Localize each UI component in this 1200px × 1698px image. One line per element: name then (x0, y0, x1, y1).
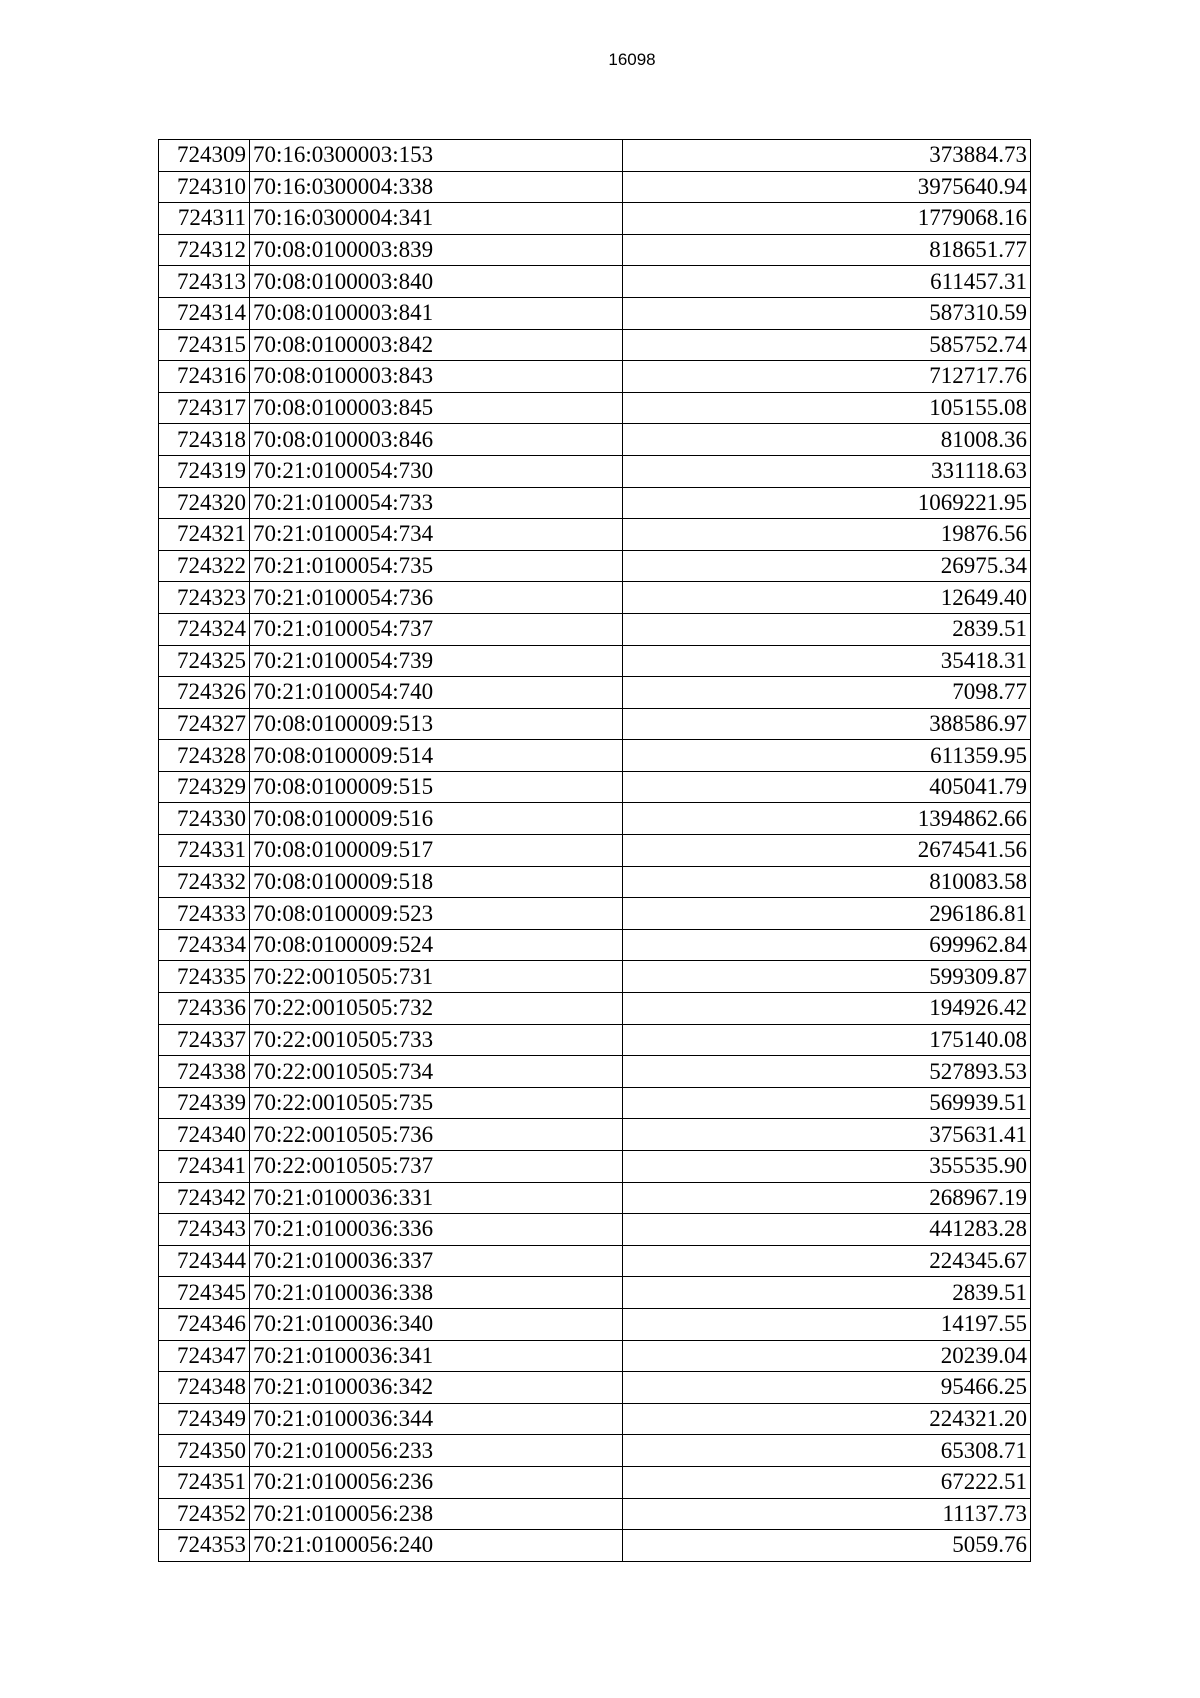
table-row (159, 740, 1031, 772)
cadastral-number-cell: 70:21:0100036:340 (250, 1308, 623, 1340)
value-cell: 599309.87 (623, 961, 1031, 993)
value-cell: 405041.79 (623, 771, 1031, 803)
value-cell: 175140.08 (623, 1024, 1031, 1056)
value-cell: 587310.59 (623, 297, 1031, 329)
table-row (159, 1530, 1031, 1562)
value-cell: 20239.04 (623, 1340, 1031, 1372)
value-cell: 67222.51 (623, 1466, 1031, 1498)
row-id-cell: 724333 (159, 898, 250, 930)
table-row (159, 234, 1031, 266)
value-cell: 699962.84 (623, 929, 1031, 961)
row-id-cell: 724351 (159, 1466, 250, 1498)
cadastral-number-cell: 70:08:0100009:523 (250, 898, 623, 930)
table-row (159, 1056, 1031, 1088)
cadastral-number-cell: 70:08:0100009:524 (250, 929, 623, 961)
value-cell: 224321.20 (623, 1403, 1031, 1435)
cadastral-number-cell: 70:21:0100054:737 (250, 613, 623, 645)
cadastral-number-cell: 70:08:0100003:843 (250, 361, 623, 393)
row-id-cell: 724338 (159, 1056, 250, 1088)
row-id-cell: 724315 (159, 329, 250, 361)
table-row (159, 1024, 1031, 1056)
cadastral-number-cell: 70:21:0100036:344 (250, 1403, 623, 1435)
value-cell: 2839.51 (623, 1277, 1031, 1309)
value-cell: 375631.41 (623, 1119, 1031, 1151)
table-row (159, 266, 1031, 298)
row-id-cell: 724346 (159, 1308, 250, 1340)
table-row (159, 1466, 1031, 1498)
cadastral-number-cell: 70:21:0100036:337 (250, 1245, 623, 1277)
row-id-cell: 724311 (159, 203, 250, 235)
cadastral-number-cell: 70:22:0010505:735 (250, 1087, 623, 1119)
value-cell: 2674541.56 (623, 835, 1031, 867)
row-id-cell: 724334 (159, 929, 250, 961)
cadastral-number-cell: 70:21:0100056:240 (250, 1530, 623, 1562)
cadastral-number-cell: 70:08:0100009:516 (250, 803, 623, 835)
table-row (159, 835, 1031, 867)
table-row (159, 1435, 1031, 1467)
cadastral-number-cell: 70:08:0100009:518 (250, 866, 623, 898)
row-id-cell: 724344 (159, 1245, 250, 1277)
cadastral-number-cell: 70:08:0100003:842 (250, 329, 623, 361)
value-cell: 611359.95 (623, 740, 1031, 772)
table-row (159, 203, 1031, 235)
value-cell: 585752.74 (623, 329, 1031, 361)
cadastral-number-cell: 70:16:0300004:338 (250, 171, 623, 203)
table-row (159, 392, 1031, 424)
value-cell: 14197.55 (623, 1308, 1031, 1340)
cadastral-number-cell: 70:21:0100056:238 (250, 1498, 623, 1530)
row-id-cell: 724337 (159, 1024, 250, 1056)
table-row (159, 1340, 1031, 1372)
row-id-cell: 724324 (159, 613, 250, 645)
table-row (159, 1277, 1031, 1309)
table-row (159, 613, 1031, 645)
cadastral-number-cell: 70:16:0300003:153 (250, 140, 623, 172)
row-id-cell: 724345 (159, 1277, 250, 1309)
row-id-cell: 724352 (159, 1498, 250, 1530)
cadastral-number-cell: 70:22:0010505:733 (250, 1024, 623, 1056)
value-cell: 712717.76 (623, 361, 1031, 393)
table-row (159, 866, 1031, 898)
table-row (159, 803, 1031, 835)
row-id-cell: 724309 (159, 140, 250, 172)
cadastral-number-cell: 70:08:0100003:845 (250, 392, 623, 424)
value-cell: 441283.28 (623, 1214, 1031, 1246)
table-row (159, 361, 1031, 393)
value-cell: 1069221.95 (623, 487, 1031, 519)
table-row (159, 677, 1031, 709)
table-row (159, 487, 1031, 519)
row-id-cell: 724318 (159, 424, 250, 456)
row-id-cell: 724341 (159, 1151, 250, 1183)
value-cell: 95466.25 (623, 1372, 1031, 1404)
table-row (159, 297, 1031, 329)
row-id-cell: 724310 (159, 171, 250, 203)
page-number: 16098 (608, 50, 656, 69)
cadastral-number-cell: 70:08:0100003:839 (250, 234, 623, 266)
row-id-cell: 724320 (159, 487, 250, 519)
value-cell: 373884.73 (623, 140, 1031, 172)
cadastral-number-cell: 70:21:0100054:734 (250, 519, 623, 551)
table-row (159, 550, 1031, 582)
table-row (159, 961, 1031, 993)
table-row (159, 1403, 1031, 1435)
row-id-cell: 724316 (159, 361, 250, 393)
row-id-cell: 724332 (159, 866, 250, 898)
table-row (159, 1308, 1031, 1340)
table-row (159, 1151, 1031, 1183)
row-id-cell: 724348 (159, 1372, 250, 1404)
row-id-cell: 724326 (159, 677, 250, 709)
row-id-cell: 724335 (159, 961, 250, 993)
cadastral-number-cell: 70:21:0100054:730 (250, 455, 623, 487)
data-table (158, 139, 1031, 1562)
cadastral-number-cell: 70:21:0100056:236 (250, 1466, 623, 1498)
row-id-cell: 724321 (159, 519, 250, 551)
table-row (159, 645, 1031, 677)
cadastral-number-cell: 70:08:0100009:514 (250, 740, 623, 772)
value-cell: 19876.56 (623, 519, 1031, 551)
value-cell: 5059.76 (623, 1530, 1031, 1562)
table-body (159, 140, 1031, 1562)
value-cell: 81008.36 (623, 424, 1031, 456)
row-id-cell: 724327 (159, 708, 250, 740)
value-cell: 388586.97 (623, 708, 1031, 740)
row-id-cell: 724340 (159, 1119, 250, 1151)
table-row (159, 519, 1031, 551)
cadastral-number-cell: 70:21:0100036:338 (250, 1277, 623, 1309)
cadastral-number-cell: 70:22:0010505:736 (250, 1119, 623, 1151)
value-cell: 35418.31 (623, 645, 1031, 677)
value-cell: 7098.77 (623, 677, 1031, 709)
cadastral-number-cell: 70:22:0010505:737 (250, 1151, 623, 1183)
cadastral-number-cell: 70:21:0100054:735 (250, 550, 623, 582)
table-row (159, 1087, 1031, 1119)
row-id-cell: 724319 (159, 455, 250, 487)
cadastral-number-cell: 70:08:0100003:840 (250, 266, 623, 298)
table-row (159, 424, 1031, 456)
value-cell: 3975640.94 (623, 171, 1031, 203)
cadastral-number-cell: 70:21:0100054:736 (250, 582, 623, 614)
value-cell: 268967.19 (623, 1182, 1031, 1214)
cadastral-number-cell: 70:21:0100054:733 (250, 487, 623, 519)
value-cell: 355535.90 (623, 1151, 1031, 1183)
row-id-cell: 724313 (159, 266, 250, 298)
table-row (159, 993, 1031, 1025)
cadastral-number-cell: 70:21:0100054:740 (250, 677, 623, 709)
cadastral-number-cell: 70:21:0100036:342 (250, 1372, 623, 1404)
table-row (159, 329, 1031, 361)
row-id-cell: 724314 (159, 297, 250, 329)
row-id-cell: 724331 (159, 835, 250, 867)
table-row (159, 140, 1031, 172)
cadastral-number-cell: 70:22:0010505:731 (250, 961, 623, 993)
row-id-cell: 724322 (159, 550, 250, 582)
cadastral-number-cell: 70:21:0100036:331 (250, 1182, 623, 1214)
row-id-cell: 724317 (159, 392, 250, 424)
value-cell: 224345.67 (623, 1245, 1031, 1277)
value-cell: 2839.51 (623, 613, 1031, 645)
row-id-cell: 724329 (159, 771, 250, 803)
value-cell: 296186.81 (623, 898, 1031, 930)
row-id-cell: 724325 (159, 645, 250, 677)
row-id-cell: 724350 (159, 1435, 250, 1467)
cadastral-number-cell: 70:21:0100054:739 (250, 645, 623, 677)
value-cell: 527893.53 (623, 1056, 1031, 1088)
cadastral-number-cell: 70:08:0100003:846 (250, 424, 623, 456)
value-cell: 569939.51 (623, 1087, 1031, 1119)
table-row (159, 771, 1031, 803)
row-id-cell: 724353 (159, 1530, 250, 1562)
table-row (159, 455, 1031, 487)
table-row (159, 1498, 1031, 1530)
value-cell: 331118.63 (623, 455, 1031, 487)
table-row (159, 1372, 1031, 1404)
cadastral-number-cell: 70:21:0100036:341 (250, 1340, 623, 1372)
value-cell: 1394862.66 (623, 803, 1031, 835)
value-cell: 1779068.16 (623, 203, 1031, 235)
row-id-cell: 724328 (159, 740, 250, 772)
cadastral-number-cell: 70:08:0100009:517 (250, 835, 623, 867)
row-id-cell: 724343 (159, 1214, 250, 1246)
table-row (159, 1119, 1031, 1151)
value-cell: 611457.31 (623, 266, 1031, 298)
cadastral-number-cell: 70:21:0100036:336 (250, 1214, 623, 1246)
value-cell: 26975.34 (623, 550, 1031, 582)
table-row (159, 1182, 1031, 1214)
value-cell: 818651.77 (623, 234, 1031, 266)
table-row (159, 582, 1031, 614)
row-id-cell: 724342 (159, 1182, 250, 1214)
table-row (159, 1214, 1031, 1246)
row-id-cell: 724312 (159, 234, 250, 266)
row-id-cell: 724349 (159, 1403, 250, 1435)
table-row (159, 1245, 1031, 1277)
table-row (159, 929, 1031, 961)
row-id-cell: 724347 (159, 1340, 250, 1372)
cadastral-number-cell: 70:22:0010505:734 (250, 1056, 623, 1088)
value-cell: 194926.42 (623, 993, 1031, 1025)
cadastral-number-cell: 70:22:0010505:732 (250, 993, 623, 1025)
row-id-cell: 724336 (159, 993, 250, 1025)
row-id-cell: 724339 (159, 1087, 250, 1119)
row-id-cell: 724323 (159, 582, 250, 614)
row-id-cell: 724330 (159, 803, 250, 835)
value-cell: 65308.71 (623, 1435, 1031, 1467)
cadastral-number-cell: 70:08:0100003:841 (250, 297, 623, 329)
table-row (159, 898, 1031, 930)
table-row (159, 708, 1031, 740)
cadastral-number-cell: 70:16:0300004:341 (250, 203, 623, 235)
cadastral-number-cell: 70:08:0100009:515 (250, 771, 623, 803)
cadastral-number-cell: 70:08:0100009:513 (250, 708, 623, 740)
value-cell: 12649.40 (623, 582, 1031, 614)
value-cell: 810083.58 (623, 866, 1031, 898)
value-cell: 11137.73 (623, 1498, 1031, 1530)
cadastral-number-cell: 70:21:0100056:233 (250, 1435, 623, 1467)
table-row (159, 171, 1031, 203)
value-cell: 105155.08 (623, 392, 1031, 424)
